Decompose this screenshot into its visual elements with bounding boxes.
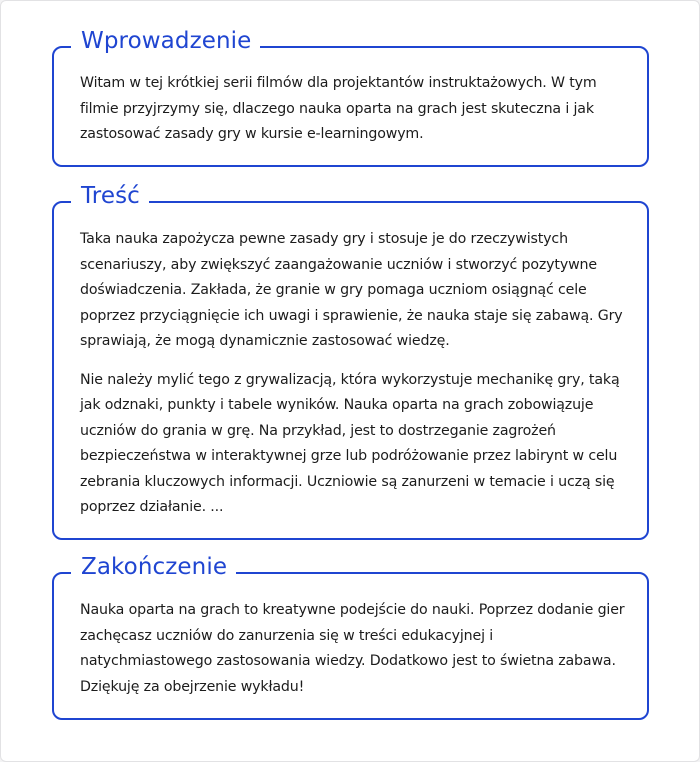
section-conclusion	[52, 554, 649, 720]
section-title-conclusion: Zakończenie	[71, 549, 236, 585]
section-introduction	[52, 28, 649, 167]
section-body-conclusion	[80, 598, 627, 700]
section-content	[52, 183, 649, 540]
paragraph: Witam w tej krótkiej serii filmów dla projektantów instruktażowych. W tym filmie przyjrzymy się, dlaczego nauka oparta na grach jest skuteczna i jak zastosować zasady gry w kursie e-learningowym.	[80, 75, 597, 142]
paragraph: Taka nauka zapożycza pewne zasady gry i stosuje je do rzeczywistych scenariuszy, aby zwiększyć zaangażowanie uczniów i stworzyć pozytywne doświadczenia. Zakłada, że granie w gry pomaga uczniom osiągnąć cele poprzez przyciągnięcie ich uwagi i sprawienie, że nauka staje się zabawą. Gry sprawiają, że mogą dynamicznie zastosować wiedzę.	[80, 231, 623, 349]
paragraph: Nauka oparta na grach to kreatywne podejście do nauki. Poprzez dodanie gier zachęcasz uczniów do zanurzenia się w treści edukacyjnej i natychmiastowego zastosowania wiedzy. Dodatkowo jest to świetna zabawa. Dziękuję za obejrzenie wykładu!	[80, 602, 625, 695]
section-body-content	[80, 227, 627, 521]
section-title-introduction: Wprowadzenie	[71, 23, 260, 59]
section-body-introduction	[80, 71, 627, 148]
paragraph: Nie należy mylić tego z grywalizacją, która wykorzystuje mechanikę gry, taką jak odznaki, punkty i tabele wyników. Nauka oparta na grach zobowiązuje uczniów do grania w grę. Na przykład, jest to dostrzeganie zagrożeń bezpieczeństwa w interaktywnej grze lub podróżowanie przez labirynt w celu zebrania kluczowych informacji. Uczniowie są zanurzeni w temacie i uczą się poprzez działanie. ...	[80, 371, 620, 515]
section-title-content: Treść	[71, 178, 149, 214]
